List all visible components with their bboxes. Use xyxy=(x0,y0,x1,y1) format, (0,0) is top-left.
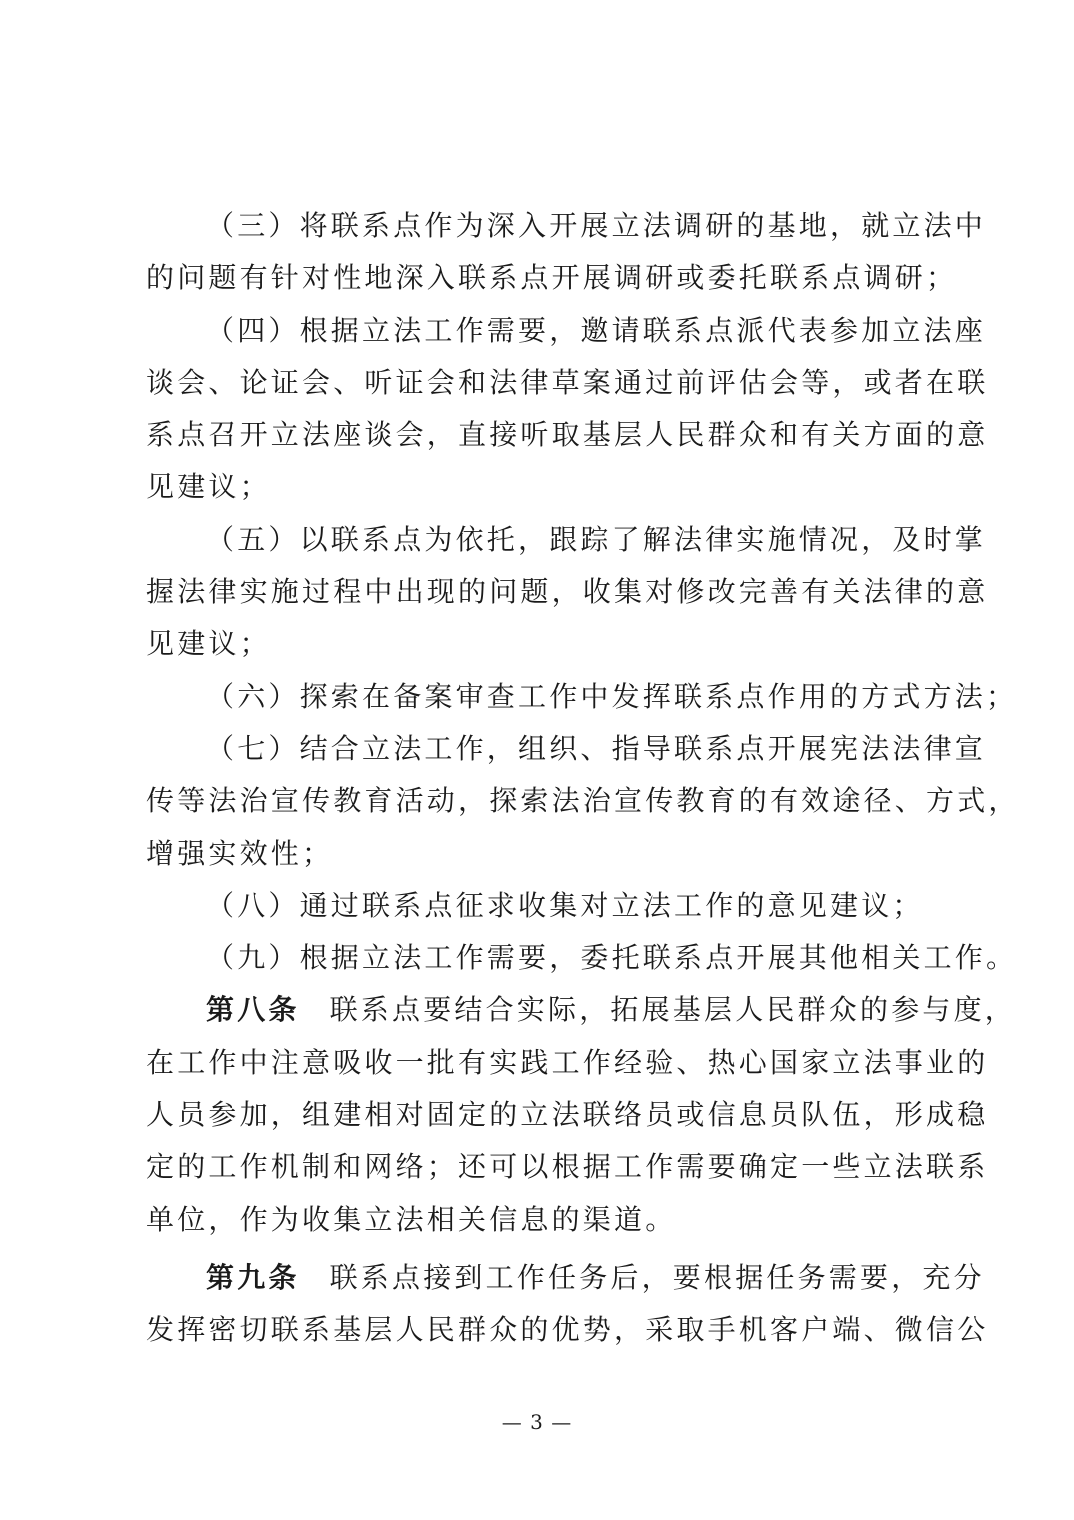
paragraph-5-line-3: 见建议； xyxy=(146,627,271,661)
paragraph-3-line-1: （三）将联系点作为深入开展立法调研的基地，就立法中 xyxy=(206,209,987,242)
article-8-line-1 xyxy=(146,984,1017,1036)
paragraph-4-line-1: （四）根据立法工作需要，邀请联系点派代表参加立法座 xyxy=(206,313,987,347)
paragraph-7-line-2: 传等法治宣传教育活动，探索法治宣传教育的有效途径、方式， xyxy=(146,784,1020,818)
article-8-title: 第八条 xyxy=(206,993,300,1027)
paragraph-5-line-2: 握法律实施过程中出现的问题，收集对修改完善有关法律的意 xyxy=(146,575,989,609)
article-8-line-5: 单位，作为收集立法相关信息的渠道。 xyxy=(146,1202,677,1236)
article-8-line-3: 人员参加，组建相对固定的立法联络员或信息员队伍，形成稳 xyxy=(146,1098,989,1132)
article-8-line-4: 定的工作机制和网络；还可以根据工作需要确定一些立法联系 xyxy=(146,1150,989,1184)
page-number: — 3 — xyxy=(501,1410,573,1434)
body-text xyxy=(146,200,1020,1357)
paragraph-7-line-1: （七）结合立法工作，组织、指导联系点开展宪法法律宣 xyxy=(206,731,987,765)
paragraph-3-line-2: 的问题有针对性地深入联系点开展调研或委托联系点调研； xyxy=(146,261,958,295)
article-9-title: 第九条 xyxy=(206,1260,300,1294)
article-8-line-2: 在工作中注意吸收一批有实践工作经验、热心国家立法事业的 xyxy=(146,1045,989,1079)
article-8-first-text: 联系点要结合实际，拓展基层人民群众的参与度， xyxy=(329,993,1017,1027)
paragraph-7-line-3: 增强实效性； xyxy=(146,836,334,870)
paragraph-4-line-2: 谈会、论证会、听证会和法律草案通过前评估会等，或者在联 xyxy=(146,365,989,399)
paragraph-4-line-4: 见建议； xyxy=(146,470,271,504)
paragraph-9-line-1: （九）根据立法工作需要，委托联系点开展其他相关工作。 xyxy=(206,941,1018,975)
article-9-line-2: 发挥密切联系基层人民群众的优势，采取手机客户端、微信公 xyxy=(146,1313,989,1347)
article-9-first-text: 联系点接到工作任务后，要根据任务需要，充分 xyxy=(329,1260,985,1294)
paragraph-5-line-1: （五）以联系点为依托，跟踪了解法律实施情况，及时掌 xyxy=(206,522,987,556)
article-9-line-1 xyxy=(146,1252,985,1304)
paragraph-4-line-3: 系点召开立法座谈会，直接听取基层人民群众和有关方面的意 xyxy=(146,418,989,452)
paragraph-6-line-1: （六）探索在备案审查工作中发挥联系点作用的方式方法； xyxy=(206,679,1018,713)
paragraph-8-line-1: （八）通过联系点征求收集对立法工作的意见建议； xyxy=(206,888,924,922)
